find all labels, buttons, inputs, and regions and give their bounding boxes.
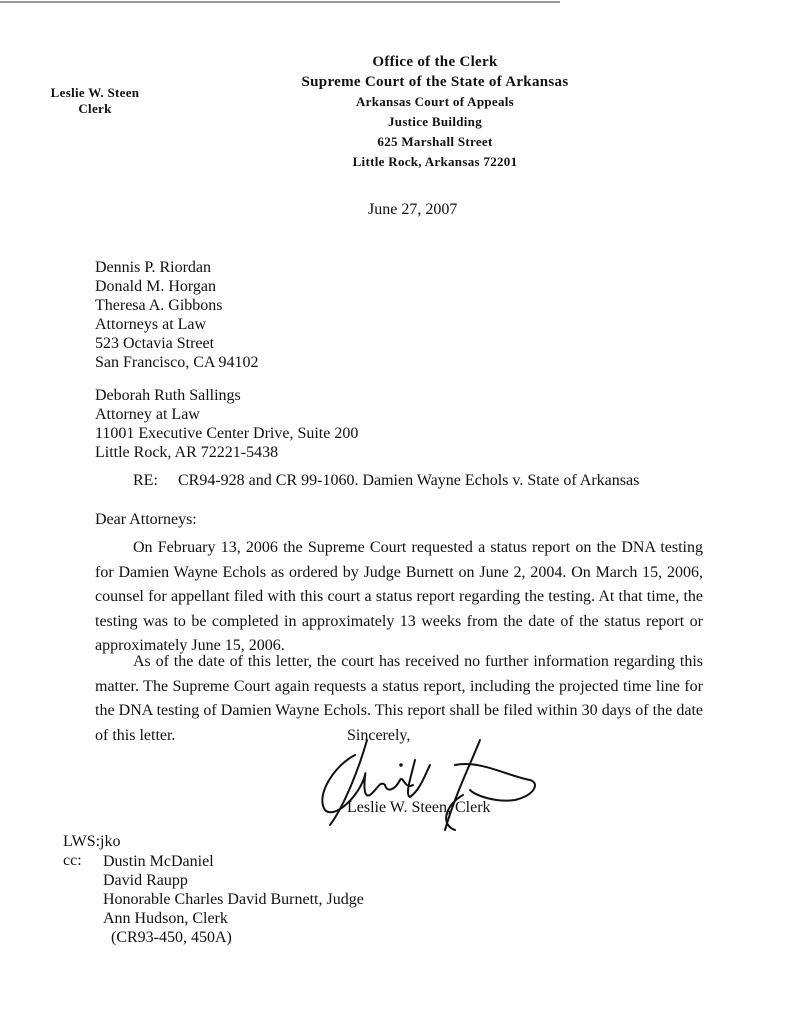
paragraph-text: As of the date of this letter, the court has received no further information regarding this matter. The Supreme Court again requests a status report, including the projected time line for the DNA testing of Damien Wayne Echols. This report shall be filed within 30 days of the date of this letter.: [95, 653, 703, 744]
letterhead-appeals: Arkansas Court of Appeals: [355, 94, 515, 109]
scan-edge-line: [0, 1, 560, 3]
recipient-line: Deborah Ruth Sallings: [95, 387, 241, 404]
paragraph-text: On February 13, 2006 the Supreme Court requested a status report on the DNA testing for Damien Wayne Echols as ordered by Judge Burnett on June 2, 2004. On March 15, 2006, counsel for appellant filed with this court a status report regarding the testing. At that time, the testing was to be completed in approximately 13 weeks from the date of the status report or approximately June 15, 2006.: [95, 539, 703, 654]
recipient-line: San Francisco, CA 94102: [95, 354, 259, 371]
clerk-name: Leslie W. Steen: [50, 85, 140, 100]
recipient-line: Donald M. Horgan: [95, 278, 217, 295]
recipient-line: Attorneys at Law: [95, 316, 207, 333]
recipient-line: 523 Octavia Street: [95, 335, 215, 352]
cc-list: [103, 852, 364, 947]
typist-initials: LWS:jko: [63, 833, 121, 850]
letterhead-city: Little Rock, Arkansas 72201: [352, 154, 518, 169]
cc-name: Ann Hudson, Clerk: [103, 910, 228, 927]
recipient-block-1: [95, 258, 259, 372]
letterhead-office: Office of the Clerk: [372, 54, 498, 70]
recipient-line: Theresa A. Gibbons: [95, 297, 223, 314]
signer-name: Leslie W. Steen, Clerk: [347, 799, 491, 816]
clerk-title: Clerk: [78, 101, 112, 116]
letter-date: June 27, 2007: [368, 201, 458, 218]
cc-label: cc:: [63, 852, 82, 869]
recipient-line: Little Rock, AR 72221-5438: [95, 444, 279, 461]
cc-case-note: (CR93-450, 450A): [111, 929, 232, 946]
clerk-header: [40, 83, 150, 119]
recipient-line: Attorney at Law: [95, 406, 200, 423]
recipient-line: 11001 Executive Center Drive, Suite 200: [95, 425, 359, 442]
recipient-block-2: [95, 386, 358, 462]
signature-image: [305, 735, 545, 835]
re-subject: CR94-928 and CR 99-1060. Damien Wayne Echols v. State of Arkansas: [178, 472, 640, 489]
closing: Sincerely,: [347, 727, 411, 744]
cc-name: Dustin McDaniel: [103, 853, 214, 870]
recipient-line: Dennis P. Riordan: [95, 259, 211, 276]
re-label: RE:: [133, 472, 158, 489]
letterhead-court: Supreme Court of the State of Arkansas: [301, 74, 569, 90]
cc-name: Honorable Charles David Burnett, Judge: [103, 891, 364, 908]
letterhead: [220, 52, 650, 172]
salutation: Dear Attorneys:: [95, 511, 197, 528]
letterhead-street: 625 Marshall Street: [377, 134, 493, 149]
cc-name: David Raupp: [103, 872, 188, 889]
letterhead-building: Justice Building: [387, 114, 483, 129]
body-paragraph-1: [95, 536, 703, 659]
